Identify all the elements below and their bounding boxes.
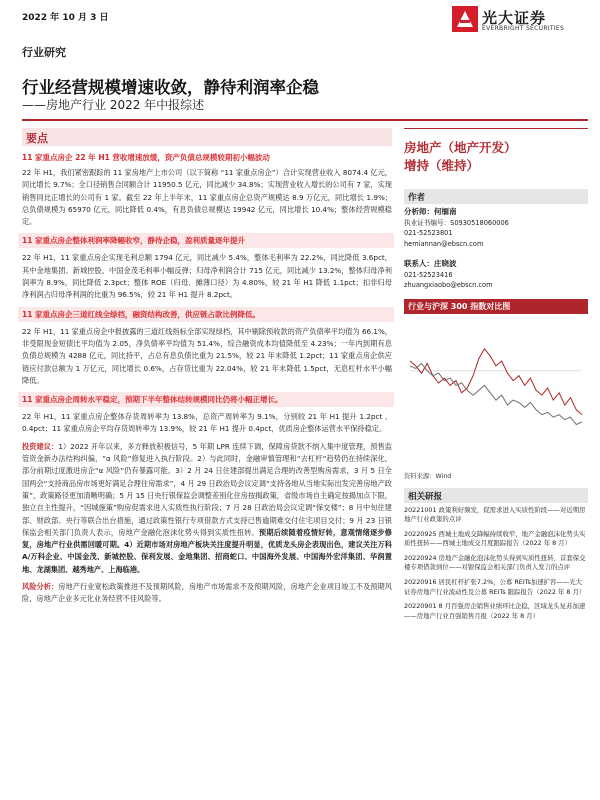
chart-source: 资料来源：Wind (404, 472, 452, 480)
related-item[interactable]: 20220924 房地产金融化泡沫化势头得到实质性扭转，首套保交楼专项借款到位——对银保监会相关部门负责人发言的点评 (404, 553, 586, 572)
side-column (404, 128, 588, 626)
report-date: 2022 年 10 月 3 日 (22, 13, 109, 23)
paragraph-1: 22 年 H1，我们紧密跟踪的 11 家房地产上市公司（以下简称 “11 家重点房企”）合计实现营业收入 8074.4 亿元，同比增长 9.7%；全口径销售合同额合计 11950.5 亿元，同比减少 34.8%；实现营业收入增长的公司有 7 家，实现销售同比正增长的公司有 1 家。截至 22 年上半年末，11 家重点房企总资产规模达 8.9 万亿元，同比增长 1.9%；总负债规模为 65970 亿元，同比降低 0.4%，有息负债总规模达 19942 亿元，同比增长 10.4%；整体经营规模稳定。 (22, 168, 392, 227)
brand-name-en: EVERBRIGHT SECURITIES (482, 25, 565, 32)
analyst-name: 分析师：何缅南 (404, 207, 457, 216)
related-list (404, 506, 588, 622)
chart-title: 行业与沪深 300 指数对比图 (404, 299, 588, 314)
chart-series-line-1 (410, 363, 582, 424)
chart-series-line-0 (410, 348, 582, 414)
index-chart (404, 299, 588, 469)
risk-analysis (22, 581, 392, 606)
title-divider (22, 119, 588, 121)
contact-phone: 021-52523416 (404, 270, 453, 279)
highlight-heading-1: 11 家重点房企 22 年 H1 营收增速放缓，资产负债总规模较期初小幅波动 (22, 153, 270, 162)
rating: 增持（维持） (404, 158, 480, 173)
category-label: 行业研究 (22, 46, 66, 59)
related-item[interactable]: 20221001 政策利好频发，促需求进入实质性阶段——对近期房地产行业政策的点评 (404, 505, 586, 524)
paragraph-3: 22 年 H1，11 家重点房企中报披露的三道红线指标全部实现绿档，其中剔除预收款的资产负债率平均值为 66.1%，非受限现金短债比平均值为 2.05，净负债率平均值为 51.4%，综合融资成本均值降低至 4.23%；一年内到期有息负债总规模为 4288 亿元，同比持平，占总有息负债比重为 21.5%，较 21 年末降低 1.2pct；11 家重点房企供应链应付款总额为 1 万亿元，同比增长 0.6%，占存货比重为 22.04%，较 21 年末降低 1.5pct，无息杠杆水平小幅降低。 (22, 326, 392, 385)
investment-text-2: 4）近期市场对房地产板块关注度提升明显，优质龙头房企表现出色，建议关注万科 A/万科企业、中国金茂、新城控股、保利发展、金地集团、招商蛇口、中国海外发展、中国海外宏洋集团、华润置地、龙湖集团、越秀地产、上海临港。 (22, 540, 392, 574)
risk-label: 风险分析： (22, 582, 59, 592)
analyst-cert: 执业证书编号：S0930518060006 (404, 218, 509, 227)
analyst-email[interactable]: hemiannan@ebscn.com (404, 239, 484, 248)
contact-name: 联系人：庄晓波 (404, 259, 457, 268)
section-title: 要点 (22, 128, 392, 146)
chart-plot (404, 314, 588, 454)
paragraph-4: 22 年 H1，11 家重点房企整体存货周转率为 13.8%，总资产周转率为 9.1%，分别较 21 年 H1 提升 1.2pct 、0.4pct；11 家重点房企平均存货周转率为 13.9%，较 21 年 H1 提升 0.4pct，优质房企整体运营水平保持稳定。 (22, 412, 392, 434)
sector-name: 房地产（地产开发） (404, 140, 517, 155)
highlight-heading-4: 11 家重点房企周转水平稳定，预期下半年整体结转规模同比仍将小幅正增长。 (18, 392, 394, 407)
report-title: 行业经营规模增速收敛，静待利润率企稳 (22, 78, 319, 97)
related-heading: 相关研报 (404, 488, 588, 503)
report-subtitle: ——房地产行业 2022 年中报综述 (22, 98, 205, 112)
main-column (22, 128, 392, 611)
brand-mark-icon (452, 6, 478, 32)
author-heading: 作者 (404, 189, 588, 204)
investment-advice (22, 441, 392, 576)
analyst-phone: 021-52523801 (404, 229, 453, 237)
risk-text: 房地产行业宽松政策推进不及预期风险，房地产市场需求不及预期风险，房地产企业项目竣工不及预期风险，房地产企业多元化业务经营不佳风险等。 (22, 582, 392, 604)
investment-label: 投资建议： (22, 441, 59, 451)
paragraph-2: 22 年 H1，11 家重点房企实现毛利总额 1794 亿元，同比减少 5.4%，整体毛利率为 22.2%，同比降低 3.6pct，其中金地集团、新城控股、中国金茂毛利率小幅反弹；归母净利润合计 715 亿元，同比减少 13.2%，整体归母净利润率为 8.9%，同比降低 2.3pct；整体 ROE（归母、摊薄口径）为 4.80%，较 21 年 H1 降低 1.1pct；扣非归母净利润占归母净利润的比重为 96.5%，较 21 年 H1 提升 8.2pct。 (22, 253, 392, 300)
related-item[interactable]: 20220916 居民杠杆扩张7.2%，公募 REITs加速扩容——光大证券房地产行业流动性及公募 REITs 跟踪报告（2022 年 8 月） (404, 578, 586, 596)
related-item[interactable]: 20220925 西城土地成交降幅持续收窄，地产金融泡沫化势头实质性扭转——西城土地成交月度跟踪报告（2022 年 8 月） (404, 529, 586, 548)
investment-text: 1）2022 开年以来，多方释放积极信号，5 年期 LPR 连续下调，保障房贷款不纳入集中度管理，预售监管资金新办法结构纠偏，“α 风险”修复进入执行阶段。2）与此同时，金融审慎管理和“去杠杆”趋势仍在持续深化，部分前期过度激进房企“α 风险”仍有暴露可能。3）2 月 24 日住建部提出满足合理的改善型购房需求，3 月 5 日全国两会“支持商品房市场更好满足合理住房需求”，4 月 29 日政治局会议定调“支持各地从当地实际出发完善房地产政策”，政策路径更加清晰明确；5 月 15 日央行银保监会调整差别化住房按揭政策，省级市场自主确定按揭加点下限，独立自主性提升，“因城施策”购房促需求进入实质性执行阶段；7 月 28 日政治局会议定调“保交楼”；8 月中旬住建部、财政部、央行等联合出台措施，通过政策性银行专项借款方式支持已售逾期难交付住宅项目交付；9 月 23 日银保监会相关部门负责人表示，房地产金融化泡沫化势头得到实质性扭转。 (22, 441, 392, 537)
related-item[interactable]: 20220901 8 月百强房企销售业绩环比企稳，区域龙头复苏加速——房地产行业百强销售月报（2022 年 8 月） (404, 602, 586, 620)
brand-logo (452, 4, 592, 44)
contact-email[interactable]: zhuangxiaobo@ebscn.com (404, 281, 493, 289)
brand-name: 光大证券 (482, 9, 547, 27)
highlight-heading-3: 11 家重点房企三道红线全绿档，融资结构改善，供应链占款比例降低。 (18, 307, 394, 322)
investment-bold: 预期后续随着疫情好转，意观情绪逐步修复，房地产行业供需回暖可期。 (22, 527, 392, 550)
highlight-heading-2: 11 家重点房企整体利润率降幅收窄，静待企稳，盈利质量逐年提升 (18, 233, 394, 248)
